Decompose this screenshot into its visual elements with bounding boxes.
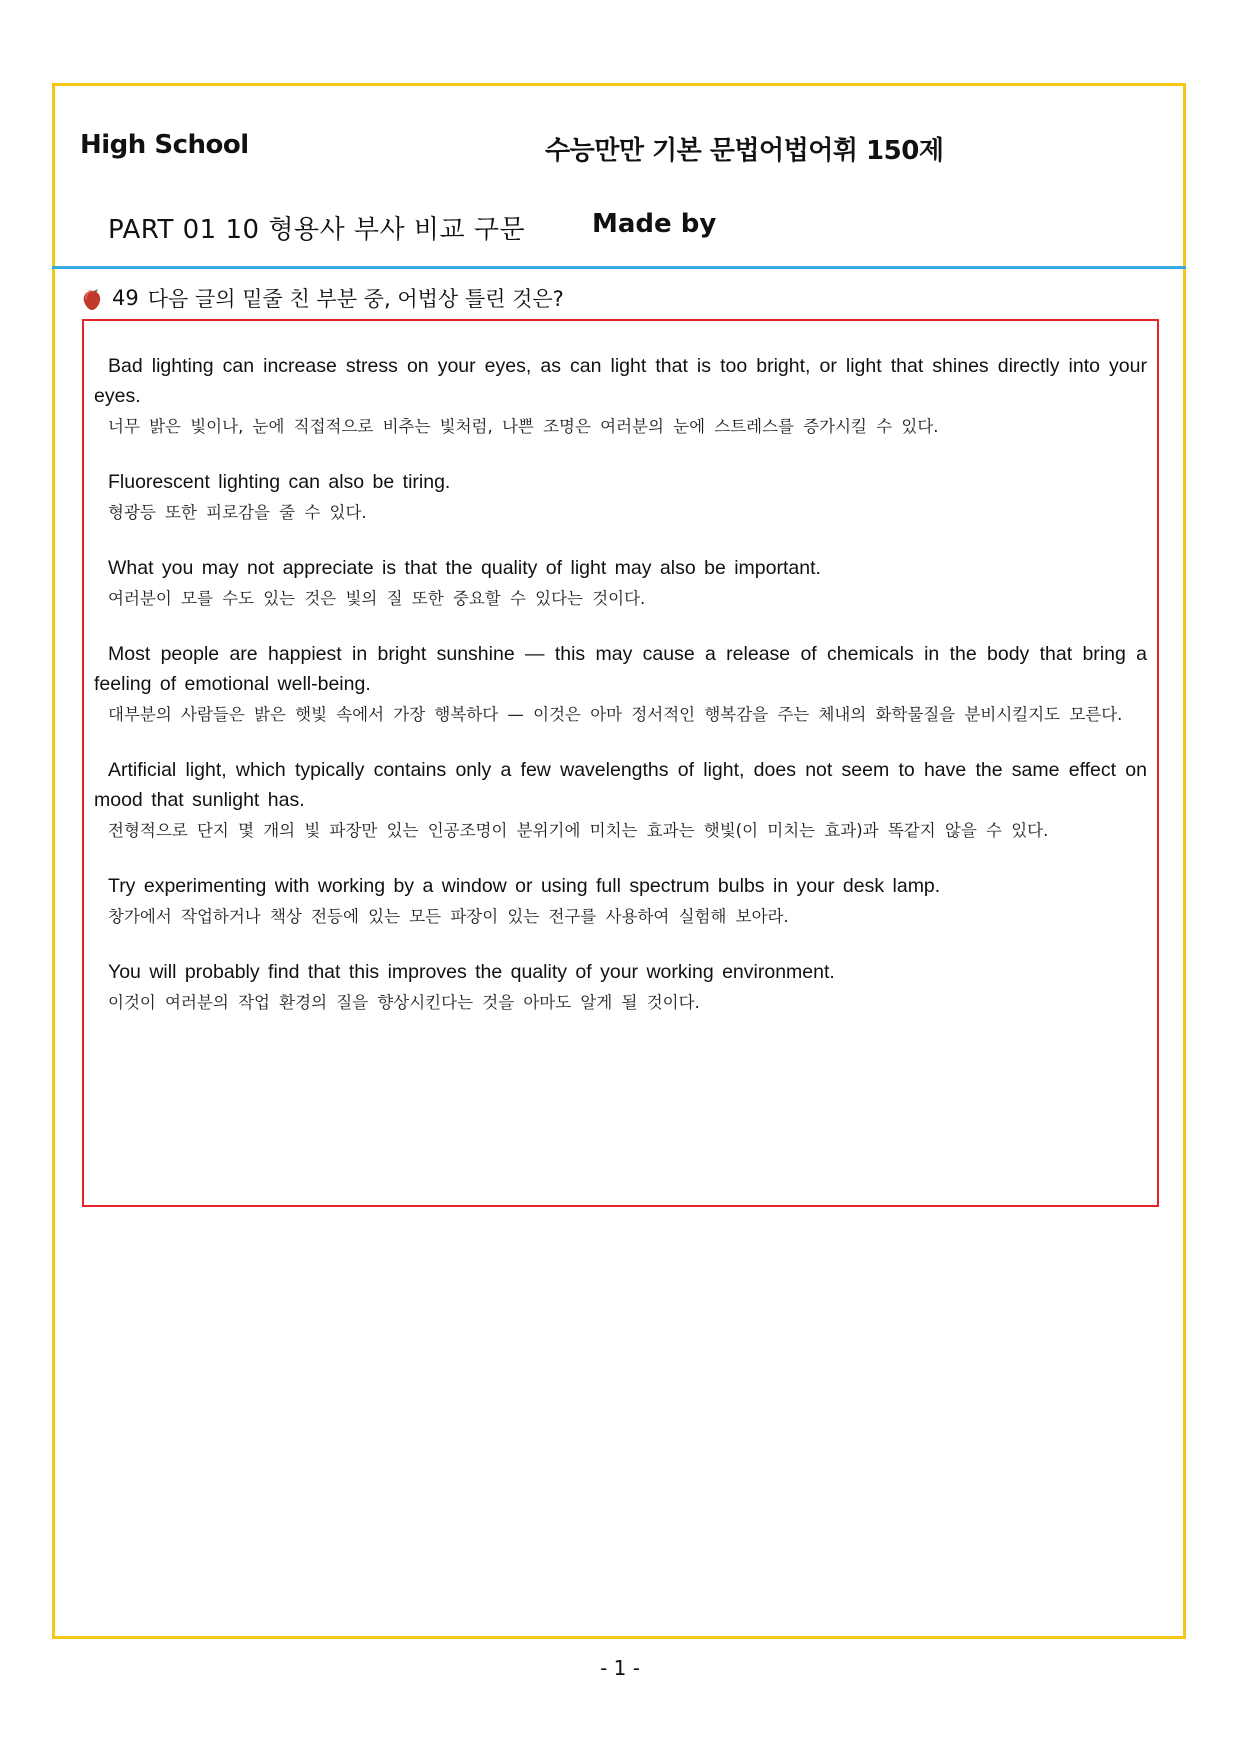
korean-translation: 형광등 또한 피로감을 줄 수 있다. <box>108 503 367 522</box>
sentence-pair <box>94 639 1147 729</box>
passage-box <box>82 319 1159 1207</box>
sentence-pair <box>94 957 1147 1017</box>
sentence-pair <box>94 871 1147 931</box>
english-sentence: Bad lighting can increase stress on your eyes, as can light that is too bright, or light that shines directly into your eyes. <box>94 355 1147 407</box>
page-number: - 1 - <box>600 1656 640 1680</box>
sentence-pair <box>94 755 1147 845</box>
korean-translation: 창가에서 작업하거나 책상 전등에 있는 모든 파장이 있는 전구를 사용하여 실험해 보아라. <box>108 907 789 926</box>
korean-translation: 대부분의 사람들은 밝은 햇빛 속에서 가장 행복하다 — 이것은 아마 정서적인 행복감을 주는 체내의 화학물질을 분비시킬지도 모른다. <box>108 705 1123 724</box>
english-sentence: You will probably find that this improves the quality of your working environment. <box>108 961 835 983</box>
sentence-pair <box>94 467 1147 527</box>
english-sentence: Try experimenting with working by a window or using full spectrum bulbs in your desk lamp. <box>108 875 941 897</box>
korean-translation: 전형적으로 단지 몇 개의 빛 파장만 있는 인공조명이 분위기에 미치는 효과는 햇빛(이 미치는 효과)과 똑같지 않을 수 있다. <box>108 821 1049 840</box>
document-title: 수능만만 기본 문법어법어휘 150제 <box>545 136 944 166</box>
strawberry-bullet-icon <box>82 285 102 311</box>
part-label: PART 01 10 형용사 부사 비교 구문 <box>108 215 526 245</box>
korean-translation: 이것이 여러분의 작업 환경의 질을 향상시킨다는 것을 아마도 알게 될 것이다. <box>108 993 700 1012</box>
english-sentence: Fluorescent lighting can also be tiring. <box>108 471 451 493</box>
sentence-pair <box>94 553 1147 613</box>
question-text: 다음 글의 밑줄 친 부분 중, 어법상 틀린 것은? <box>147 287 564 311</box>
question-number: 49 <box>112 286 139 310</box>
korean-translation: 여러분이 모를 수도 있는 것은 빛의 질 또한 중요할 수 있다는 것이다. <box>108 589 646 608</box>
english-sentence: Artificial light, which typically contains only a few wavelengths of light, does not seem to have the same effect on mood that sunlight has. <box>94 759 1147 811</box>
english-sentence: Most people are happiest in bright sunshine — this may cause a release of chemicals in the body that bring a feeling of emotional well-being. <box>94 643 1147 695</box>
made-by-label: Made by <box>592 209 717 239</box>
question-heading <box>82 283 564 313</box>
level-label: High School <box>80 130 249 160</box>
english-sentence: What you may not appreciate is that the quality of light may also be important. <box>108 557 821 579</box>
korean-translation: 너무 밝은 빛이나, 눈에 직접적으로 비추는 빛처럼, 나쁜 조명은 여러분의 눈에 스트레스를 증가시킬 수 있다. <box>108 417 939 436</box>
sentence-pair <box>94 351 1147 441</box>
header-divider <box>52 266 1186 269</box>
